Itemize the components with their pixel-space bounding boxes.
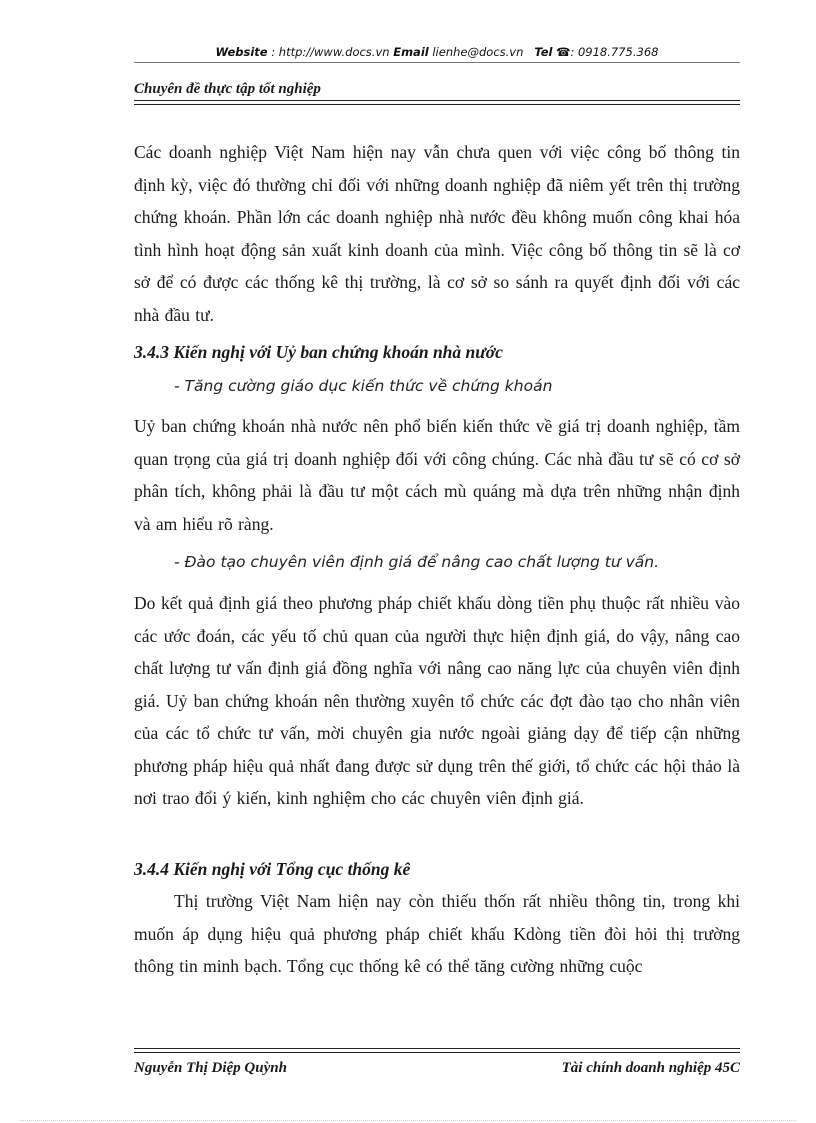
header-divider bbox=[134, 62, 740, 63]
bullet-item-1: - Tăng cường giáo dục kiến thức về chứng khoán bbox=[174, 377, 553, 395]
paragraph-3: Do kết quả định giá theo phương pháp chiết khấu dòng tiền phụ thuộc rất nhiều vào các ước đoán, các yếu tố chủ quan của người thực hiện định giá, do vậy, nâng cao chất lượng tư vấn định giá đồng nghĩa với nâng cao năng lực của chuyên viên định giá. Uỷ ban chứng khoán nên thường xuyên tổ chức các đợt đào tạo cho nhân viên của các tổ chức tư vấn, mời chuyên gia nước ngoài giảng dạy để tiếp cận những phương pháp hiệu quả nhất đang được sử dụng trên thế giới, tổ chức các hội thảo là nơi trao đổi ý kiến, kinh nghiệm cho các chuyên viên định giá. bbox=[134, 593, 740, 808]
footer-divider bbox=[134, 1048, 740, 1053]
footer-class: Tài chính doanh nghiệp 45C bbox=[561, 1060, 740, 1076]
paragraph-1: Các doanh nghiệp Việt Nam hiện nay vẫn chưa quen với việc công bố thông tin định kỳ, việc đó thường chỉ đối với những doanh nghiệp đã niêm yết trên thị trường chứng khoán. Phần lớn các doanh nghiệp nhà nước đều không muốn công khai hóa tình hình hoạt động sản xuất kinh doanh của mình. Việc công bố thông tin sẽ là cơ sở để có được các thống kê thị trường, là cơ sở so sánh ra quyết định đối với các nhà đầu tư. bbox=[134, 142, 740, 325]
website-separator: : bbox=[267, 45, 279, 59]
tel-value: : 0918.775.368 bbox=[570, 45, 659, 59]
website-label: Website bbox=[215, 45, 268, 59]
document-title: Chuyên đề thực tập tốt nghiệp bbox=[134, 81, 321, 97]
website-header bbox=[134, 45, 740, 59]
phone-icon: ☎ bbox=[556, 45, 571, 59]
email-value[interactable]: lienhe@docs.vn bbox=[432, 45, 524, 59]
footer-author: Nguyễn Thị Diệp Quỳnh bbox=[134, 1060, 287, 1076]
paragraph-2: Uỷ ban chứng khoán nhà nước nên phổ biến kiến thức về giá trị doanh nghiệp, tầm quan trọng của giá trị doanh nghiệp đối với công chúng. Các nhà đầu tư sẽ có cơ sở phân tích, không phải là đầu tư một cách mù quáng mà dựa trên những nhận định và am hiểu rõ ràng. bbox=[134, 416, 740, 534]
section-heading-3-4-4: 3.4.4 Kiến nghị với Tổng cục thống kê bbox=[134, 859, 411, 879]
email-label: Email bbox=[393, 45, 429, 59]
tel-label: Tel bbox=[534, 45, 553, 59]
title-divider bbox=[134, 100, 740, 105]
section-heading-3-4-3: 3.4.3 Kiến nghị với Uỷ ban chứng khoán nhà nước bbox=[134, 342, 503, 362]
bullet-item-2: - Đào tạo chuyên viên định giá để nâng cao chất lượng tư vấn. bbox=[174, 553, 660, 571]
website-url[interactable]: http://www.docs.vn bbox=[278, 45, 390, 59]
page-edge bbox=[20, 1120, 796, 1121]
paragraph-4: Thị trường Việt Nam hiện nay còn thiếu thốn rất nhiều thông tin, trong khi muốn áp dụng hiệu quả phương pháp chiết khấu Kdòng tiền đòi hỏi thị trường thông tin minh bạch. Tổng cục thống kê có thể tăng cường những cuộc bbox=[134, 891, 740, 976]
